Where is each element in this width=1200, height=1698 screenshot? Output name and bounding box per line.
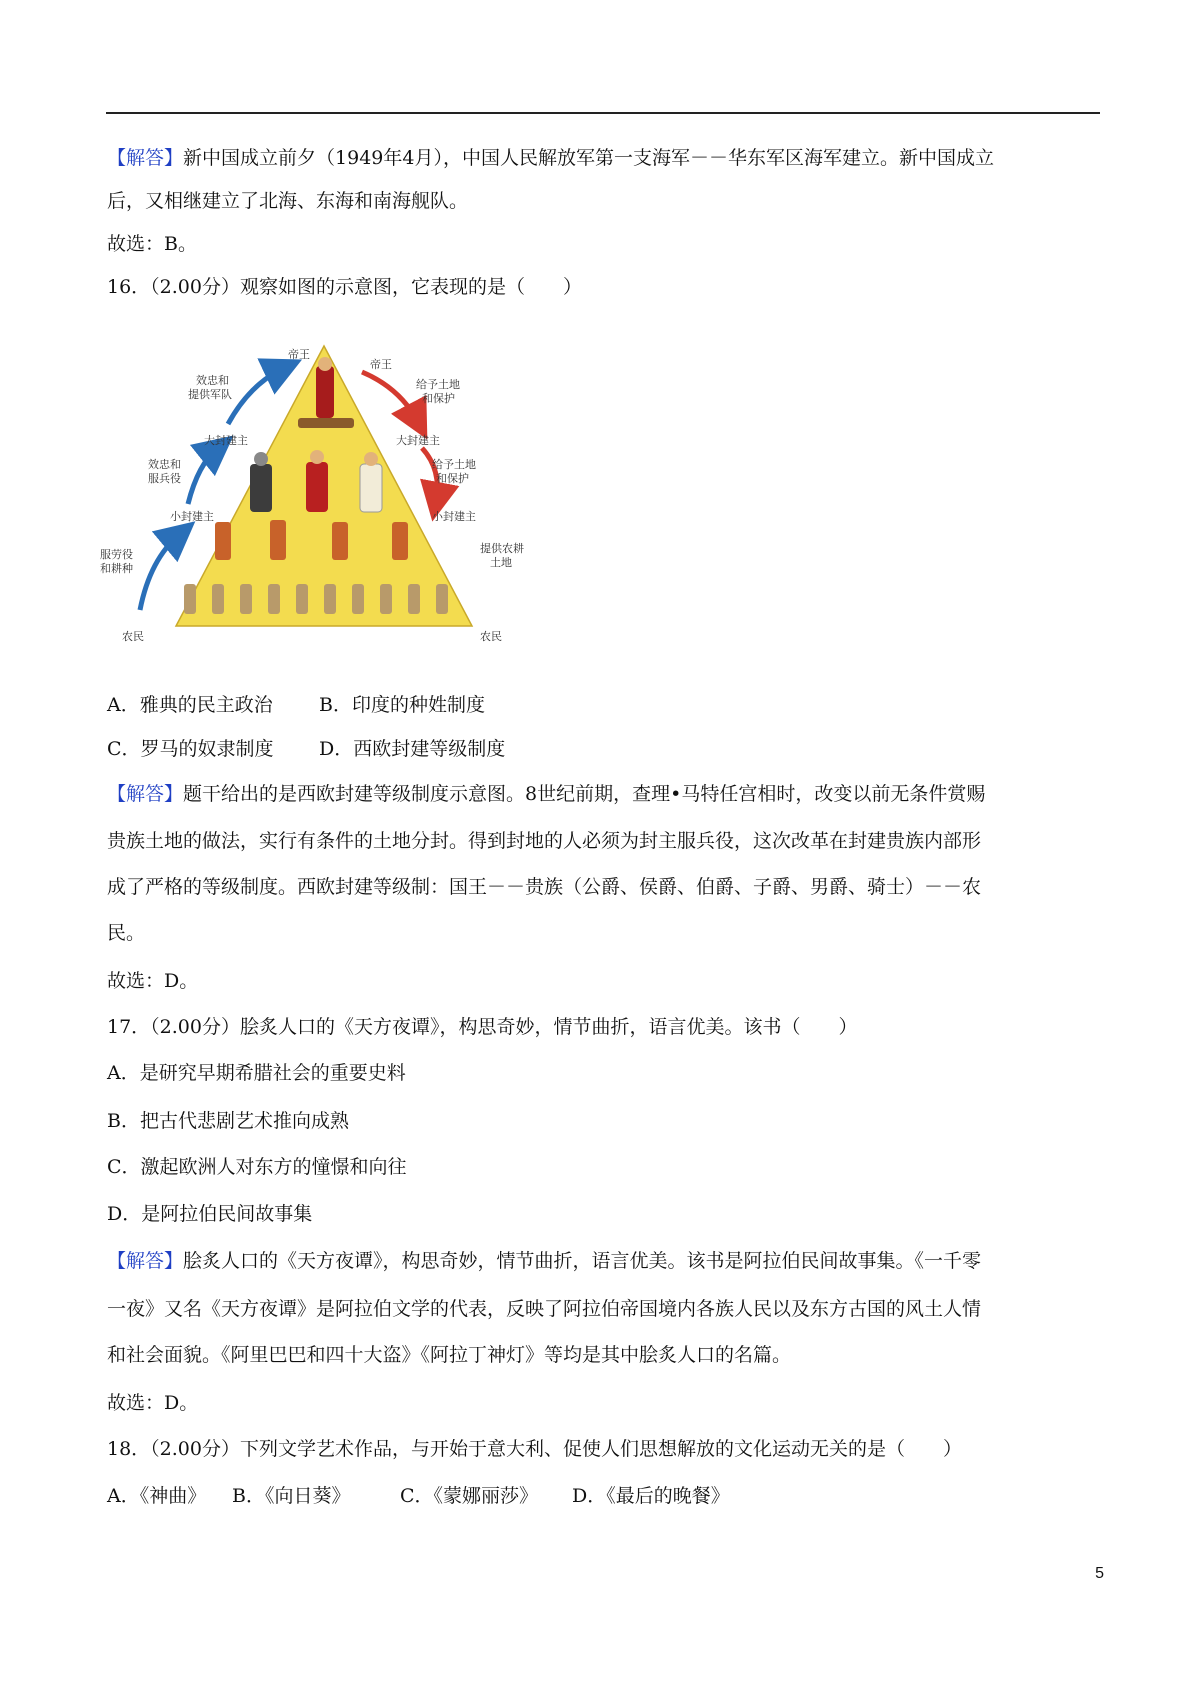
q17-option-d: D．是阿拉伯民间故事集 bbox=[107, 1203, 313, 1225]
answer-17-line-3: 和社会面貌。《阿里巴巴和四十大盗》《阿拉丁神灯》等均是其中脍炙人口的名篇。 bbox=[107, 1344, 792, 1366]
svg-text:和耕种: 和耕种 bbox=[100, 562, 133, 575]
option-b: B．《向日葵》 bbox=[232, 1485, 351, 1507]
svg-text:大封建主: 大封建主 bbox=[396, 434, 440, 447]
answer-16-choice: 故选：D。 bbox=[107, 970, 199, 992]
answer-17-choice: 故选：D。 bbox=[107, 1392, 199, 1414]
question-16: 16．（2.00分）观察如图的示意图，它表现的是（ ） bbox=[107, 276, 582, 298]
option-d: D．《最后的晚餐》 bbox=[572, 1485, 730, 1507]
arrow-down-1 bbox=[362, 372, 418, 422]
svg-text:大封建主: 大封建主 bbox=[204, 434, 248, 447]
svg-text:服劳役: 服劳役 bbox=[100, 548, 133, 561]
q17-option-c: C．激起欧洲人对东方的憧憬和向往 bbox=[107, 1156, 407, 1178]
answer-15-choice: 故选：B。 bbox=[107, 233, 197, 255]
option-d: D．西欧封建等级制度 bbox=[319, 738, 506, 760]
answer-15-line-2: 后，又相继建立了北海、东海和南海舰队。 bbox=[107, 190, 469, 212]
svg-text:提供农耕: 提供农耕 bbox=[480, 542, 524, 555]
svg-text:帝王: 帝王 bbox=[288, 348, 310, 361]
svg-text:和保护: 和保护 bbox=[422, 392, 455, 405]
header-rule bbox=[106, 112, 1100, 114]
question-17: 17．（2.00分）脍炙人口的《天方夜谭》，构思奇妙，情节曲折，语言优美。该书（ ） bbox=[107, 1016, 858, 1038]
svg-text:小封建主: 小封建主 bbox=[432, 510, 476, 523]
answer-16-line-4: 民。 bbox=[107, 922, 146, 944]
arrow-up-1 bbox=[140, 534, 180, 610]
answer-17-line-2: 一夜》又名《天方夜谭》是阿拉伯文学的代表，反映了阿拉伯帝国境内各族人民以及东方古国的风土人情 bbox=[107, 1298, 982, 1320]
svg-text:农民: 农民 bbox=[480, 630, 502, 643]
svg-text:和保护: 和保护 bbox=[436, 472, 469, 485]
answer-15-line-1: 【解答】新中国成立前夕（1949年4月），中国人民解放军第一支海军－－华东军区海军建立。新中国成立 bbox=[107, 147, 994, 169]
king-platform bbox=[298, 418, 354, 428]
svg-text:帝王: 帝王 bbox=[370, 358, 392, 371]
option-b: B．印度的种姓制度 bbox=[319, 694, 485, 716]
svg-text:提供军队: 提供军队 bbox=[188, 388, 232, 401]
answer-tag: 【解答】 bbox=[107, 1250, 184, 1272]
page-number: 5 bbox=[1095, 1565, 1104, 1582]
q16-options-row-2 bbox=[107, 736, 505, 762]
option-c: C．罗马的奴隶制度 bbox=[107, 738, 274, 760]
svg-text:服兵役: 服兵役 bbox=[148, 472, 181, 485]
q16-options-row-1 bbox=[107, 692, 485, 718]
answer-tag: 【解答】 bbox=[107, 147, 184, 169]
svg-text:给予土地: 给予土地 bbox=[432, 458, 476, 471]
answer-17-line-1: 【解答】脍炙人口的《天方夜谭》，构思奇妙，情节曲折，语言优美。该书是阿拉伯民间故事集。《一千零 bbox=[107, 1250, 982, 1272]
answer-16-line-3: 成了严格的等级制度。西欧封建等级制：国王－－贵族（公爵、侯爵、伯爵、子爵、男爵、骑士）－－农 bbox=[107, 876, 982, 898]
king-figure bbox=[316, 366, 334, 418]
arrow-up-3 bbox=[228, 368, 284, 424]
option-c: C．《蒙娜丽莎》 bbox=[400, 1485, 539, 1507]
svg-text:农民: 农民 bbox=[122, 630, 144, 643]
question-18: 18．（2.00分）下列文学艺术作品，与开始于意大利、促使人们思想解放的文化运动无关的是（ ） bbox=[107, 1438, 962, 1460]
q18-options bbox=[107, 1483, 730, 1509]
option-a: A．《神曲》 bbox=[107, 1485, 207, 1507]
q17-option-b: B．把古代悲剧艺术推向成熟 bbox=[107, 1110, 349, 1132]
answer-tag: 【解答】 bbox=[107, 783, 184, 805]
svg-text:土地: 土地 bbox=[490, 556, 512, 569]
svg-text:小封建主: 小封建主 bbox=[170, 510, 214, 523]
option-a: A．雅典的民主政治 bbox=[107, 694, 273, 716]
answer-16-line-2: 贵族土地的做法，实行有条件的土地分封。得到封地的人必须为封主服兵役，这次改革在封建贵族内部形 bbox=[107, 830, 982, 852]
svg-text:给予土地: 给予土地 bbox=[416, 378, 460, 391]
feudal-hierarchy-figure bbox=[100, 344, 560, 660]
arrow-up-2 bbox=[188, 448, 218, 504]
q17-option-a: A．是研究早期希腊社会的重要史料 bbox=[107, 1062, 406, 1084]
svg-text:效忠和: 效忠和 bbox=[196, 374, 229, 387]
answer-16-line-1: 【解答】题干给出的是西欧封建等级制度示意图。8世纪前期，查理•马特任宫相时，改变以前无条件赏赐 bbox=[107, 783, 986, 805]
svg-text:效忠和: 效忠和 bbox=[148, 458, 181, 471]
